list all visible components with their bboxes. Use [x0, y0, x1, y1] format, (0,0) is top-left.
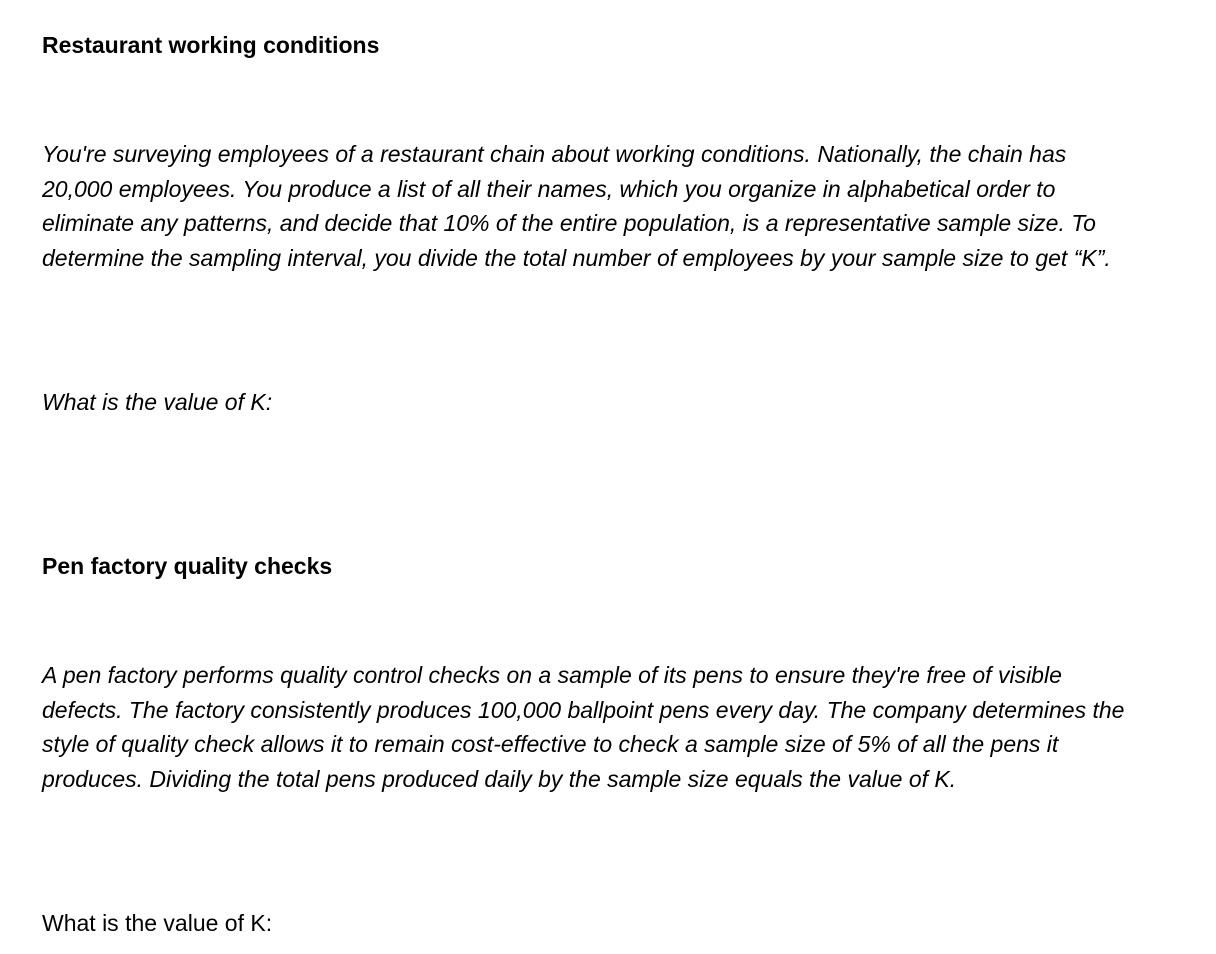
- question-prompt: What is the value of K:: [42, 389, 273, 415]
- document-page: [42, 0, 1152, 954]
- section-heading: Pen factory quality checks: [42, 553, 333, 579]
- section-heading: Restaurant working conditions: [42, 32, 380, 58]
- section-paragraph: You're surveying employees of a restaurant chain about working conditions. Nationally, the chain has 20,000 employees. You produce a list of all their names, which you organize in alphabetical order to eliminate any patterns, and decide that 10% of the entire population, is a representative sample size. To determine the sampling interval, you divide the total number of employees by your sample size to get “K”.: [42, 141, 1111, 271]
- question-prompt: What is the value of K:: [42, 910, 273, 936]
- section-paragraph: A pen factory performs quality control checks on a sample of its pens to ensure they're free of visible defects. The factory consistently produces 100,000 ballpoint pens every day. The company determines the style of quality check allows it to remain cost-effective to check a sample size of 5% of all the pens it produces. Dividing the total pens produced daily by the sample size equals the value of K.: [42, 662, 1125, 792]
